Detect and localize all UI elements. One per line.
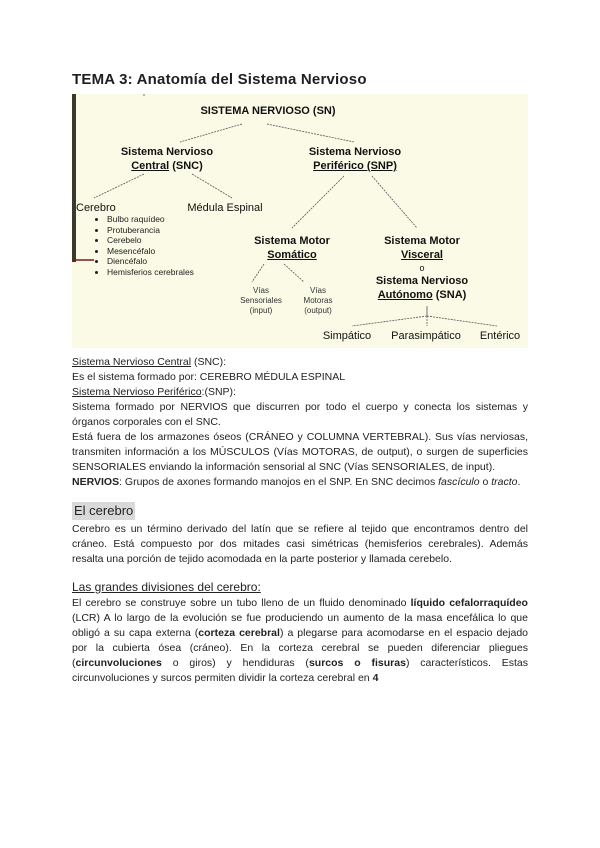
node-motoras-l3: (output)	[304, 306, 332, 315]
node-sensoriales-l2: Sensoriales	[240, 296, 282, 305]
node-visceral-line1: Sistema Motor	[384, 235, 460, 247]
node-motoras-l1: Vías	[309, 286, 326, 295]
div-bold-surcos: surcos o fisuras	[308, 657, 406, 669]
snp-paragraph-2: Está fuera de los armazones óseos (CRÁNEO y COLUMNA VERTEBRAL). Sus vías nerviosas, transmiten información a los MÚSCULOS (Vías MOTORAS, de output), o surgen de superficies SENSORIALES enviando la información sensorial al SNC (Vías SENSORIALES, de input).	[72, 431, 528, 473]
node-sna-abbr: (SNA)	[432, 289, 467, 301]
snc-definition: Es el sistema formado por: CEREBRO MÉDULA ESPINAL	[72, 371, 346, 383]
node-sn: SISTEMA NERVIOSO (SN)	[200, 105, 336, 117]
div-text-2: (LCR) A lo largo de la evolución se fue produciendo un aumento de la masa encefálica lo que obligó a su capa externa (	[72, 612, 528, 639]
node-motoras-l2: Motoras	[303, 296, 333, 305]
nervios-text-3: .	[517, 476, 521, 488]
node-visceral-line3: Sistema Nervioso	[375, 275, 469, 287]
node-snc-central: Central	[131, 160, 170, 172]
div-text-5: ) característicos. Estas circunvoluciones y surcos permiten dividir la corteza cerebral en	[72, 657, 529, 684]
node-snp-line2: Periférico (SNP)	[313, 160, 397, 172]
div-bold-4: 4	[372, 672, 379, 684]
list-item: • Hemisferios cerebrales	[107, 267, 194, 278]
node-sensoriales-l1: Vías	[252, 286, 269, 295]
node-snc	[102, 145, 232, 173]
snp-paragraph-1: Sistema formado por NERVIOS que discurren por todo el cuerpo y conecta los sistemas y órganos corporales con el SNC.	[72, 401, 528, 428]
cerebro-paragraph: Cerebro es un término derivado del latín que se refiere al tejido que encontramos dentro del cráneo. Está compuesto por dos mitades casi simétricas (hemisferios cerebrales). Además resalta una porción de tejido acomodada en la parte posterior y llamada cerebelo.	[72, 523, 528, 565]
node-somatico-line2: Somático	[267, 249, 317, 261]
list-item: • Diencéfalo	[107, 256, 194, 267]
node-somatico	[242, 234, 342, 262]
node-sensoriales	[238, 286, 284, 316]
node-visceral-line2: Visceral	[400, 249, 443, 261]
edge-strip	[72, 94, 76, 262]
nervios-text-2: o	[479, 476, 492, 488]
node-sna-autonomo: Autónomo	[377, 289, 433, 301]
snp-heading-line	[72, 385, 528, 400]
node-parasimpatico: Parasimpático	[391, 330, 461, 342]
node-simpatico: Simpático	[322, 330, 372, 342]
node-visceral-line4	[362, 288, 482, 302]
node-snp-line1: Sistema Nervioso	[308, 146, 402, 158]
snc-heading-rest: (SNC):	[191, 356, 227, 368]
div-bold-circunvoluciones: circunvoluciones	[75, 657, 162, 669]
nervous-system-diagram	[72, 94, 528, 348]
snp-heading: Sistema Nervioso Periférico	[72, 386, 202, 398]
node-motoras	[296, 286, 340, 316]
nervios-tracto: tracto	[491, 476, 518, 488]
list-item: • Cerebelo	[107, 235, 194, 246]
list-item: • Bulbo raquídeo	[107, 214, 194, 225]
nervios-term: NERVIOS	[72, 476, 120, 488]
div-text-4: o giros) y hendiduras (	[161, 657, 309, 669]
div-bold-corteza: corteza cerebral	[198, 627, 280, 639]
node-snc-abbr: (SNC)	[169, 160, 203, 172]
snp-heading-rest: :(SNP):	[201, 386, 236, 398]
snc-heading-line	[72, 355, 528, 370]
node-visceral-or: o	[419, 263, 425, 273]
div-text-3: ) a plegarse para acomodarse en el espacio dejado por la cubierta ósea (cráneo). En la corteza cerebral se pueden diferenciar pliegues (	[72, 627, 528, 669]
node-enterico: Entérico	[479, 330, 521, 342]
divisiones-paragraph	[72, 596, 528, 686]
node-cerebro: Cerebro	[76, 202, 116, 214]
nervios-text-1: : Grupos de axones formando manojos en el SNP. En SNC decimos	[119, 476, 439, 488]
node-medula: Médula Espinal	[187, 202, 263, 214]
nervios-paragraph	[72, 475, 528, 490]
node-somatico-line1: Sistema Motor	[254, 235, 330, 247]
node-snc-line1: Sistema Nervioso	[120, 146, 214, 158]
list-item: • Mesencéfalo	[107, 246, 194, 257]
page-title: TEMA 3: Anatomía del Sistema Nervioso	[72, 71, 367, 88]
list-item: • Protuberancia	[107, 225, 194, 236]
cerebro-heading: El cerebro	[74, 503, 134, 518]
node-visceral	[362, 234, 482, 302]
snc-heading: Sistema Nervioso Central	[72, 356, 192, 368]
document-body	[72, 355, 528, 686]
nervios-fasciculo: fascículo	[438, 476, 480, 488]
divisiones-heading: Las grandes divisiones del cerebro:	[72, 580, 261, 594]
node-sensoriales-l3: (input)	[249, 306, 273, 315]
div-text-1: El cerebro se construye sobre un tubo lleno de un fluido denominado	[72, 597, 411, 609]
node-snc-line2	[102, 159, 232, 173]
div-bold-lcr: líquido cefalorraquídeo	[410, 597, 528, 609]
cerebro-parts-list	[88, 214, 194, 277]
node-snp	[290, 145, 420, 173]
